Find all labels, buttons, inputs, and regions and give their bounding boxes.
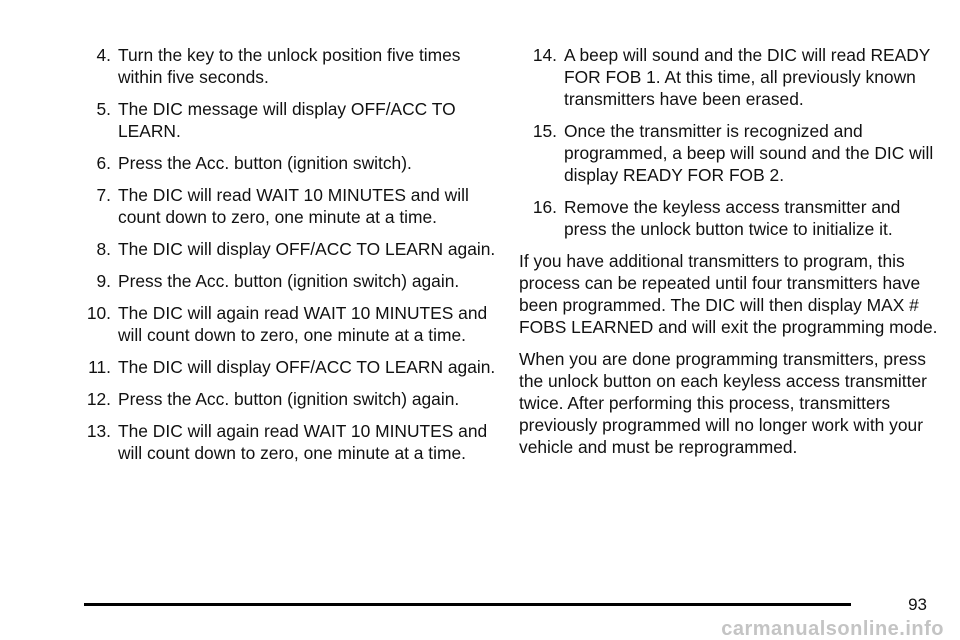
step-number: 9. — [96, 271, 111, 291]
steps-list-right — [519, 44, 939, 240]
step-text: Turn the key to the unlock position five times within five seconds. — [118, 45, 461, 87]
left-column — [73, 44, 503, 474]
step-number: 16. — [532, 197, 557, 217]
step-item — [73, 302, 503, 346]
step-item — [73, 270, 503, 292]
step-text: The DIC will display OFF/ACC TO LEARN again. — [118, 357, 496, 377]
step-item — [73, 184, 503, 228]
step-item — [73, 420, 503, 464]
step-number: 7. — [96, 185, 111, 205]
step-number: 8. — [96, 239, 111, 259]
step-text: The DIC will again read WAIT 10 MINUTES and will count down to zero, one minute at a time. — [118, 421, 488, 463]
step-text: Press the Acc. button (ignition switch) again. — [118, 271, 460, 291]
step-item — [519, 120, 939, 186]
step-item — [73, 44, 503, 88]
step-number: 6. — [96, 153, 111, 173]
step-number: 14. — [532, 45, 557, 65]
step-number: 13. — [86, 421, 111, 441]
step-number: 12. — [86, 389, 111, 409]
step-text: The DIC will read WAIT 10 MINUTES and will count down to zero, one minute at a time. — [118, 185, 469, 227]
paragraph-done-programming: When you are done programming transmitters, press the unlock button on each keyless access transmitter twice. After performing this process, transmitters previously programmed will no longer work with your vehicle and must be reprogrammed. — [519, 349, 927, 457]
step-text: A beep will sound and the DIC will read READY FOR FOB 1. At this time, all previously known transmitters have been erased. — [564, 45, 931, 109]
step-item — [73, 238, 503, 260]
right-column — [519, 44, 939, 468]
step-number: 15. — [532, 121, 557, 141]
step-number: 5. — [96, 99, 111, 119]
steps-list-left — [73, 44, 503, 464]
step-text: Remove the keyless access transmitter and press the unlock button twice to initialize it. — [564, 197, 901, 239]
paragraph-additional-transmitters: If you have additional transmitters to program, this process can be repeated until four transmitters have been programmed. The DIC will then display MAX # FOBS LEARNED and will exit the programming mode. — [519, 251, 938, 337]
step-text: The DIC will display OFF/ACC TO LEARN again. — [118, 239, 496, 259]
step-text: The DIC will again read WAIT 10 MINUTES and will count down to zero, one minute at a time. — [118, 303, 488, 345]
step-item — [73, 152, 503, 174]
step-text: The DIC message will display OFF/ACC TO LEARN. — [118, 99, 456, 141]
step-number: 10. — [86, 303, 111, 323]
step-text: Press the Acc. button (ignition switch) again. — [118, 389, 460, 409]
step-item — [73, 388, 503, 410]
page-number: 93 — [908, 595, 927, 614]
watermark: carmanualsonline.info — [721, 618, 944, 640]
step-item — [73, 356, 503, 378]
step-item — [73, 98, 503, 142]
step-text: Once the transmitter is recognized and programmed, a beep will sound and the DIC will display READY FOR FOB 2. — [564, 121, 934, 185]
step-text: Press the Acc. button (ignition switch). — [118, 153, 412, 173]
step-item — [519, 44, 939, 110]
step-number: 11. — [88, 357, 111, 377]
step-item — [519, 196, 939, 240]
footer-rule — [84, 603, 851, 606]
step-number: 4. — [96, 45, 111, 65]
